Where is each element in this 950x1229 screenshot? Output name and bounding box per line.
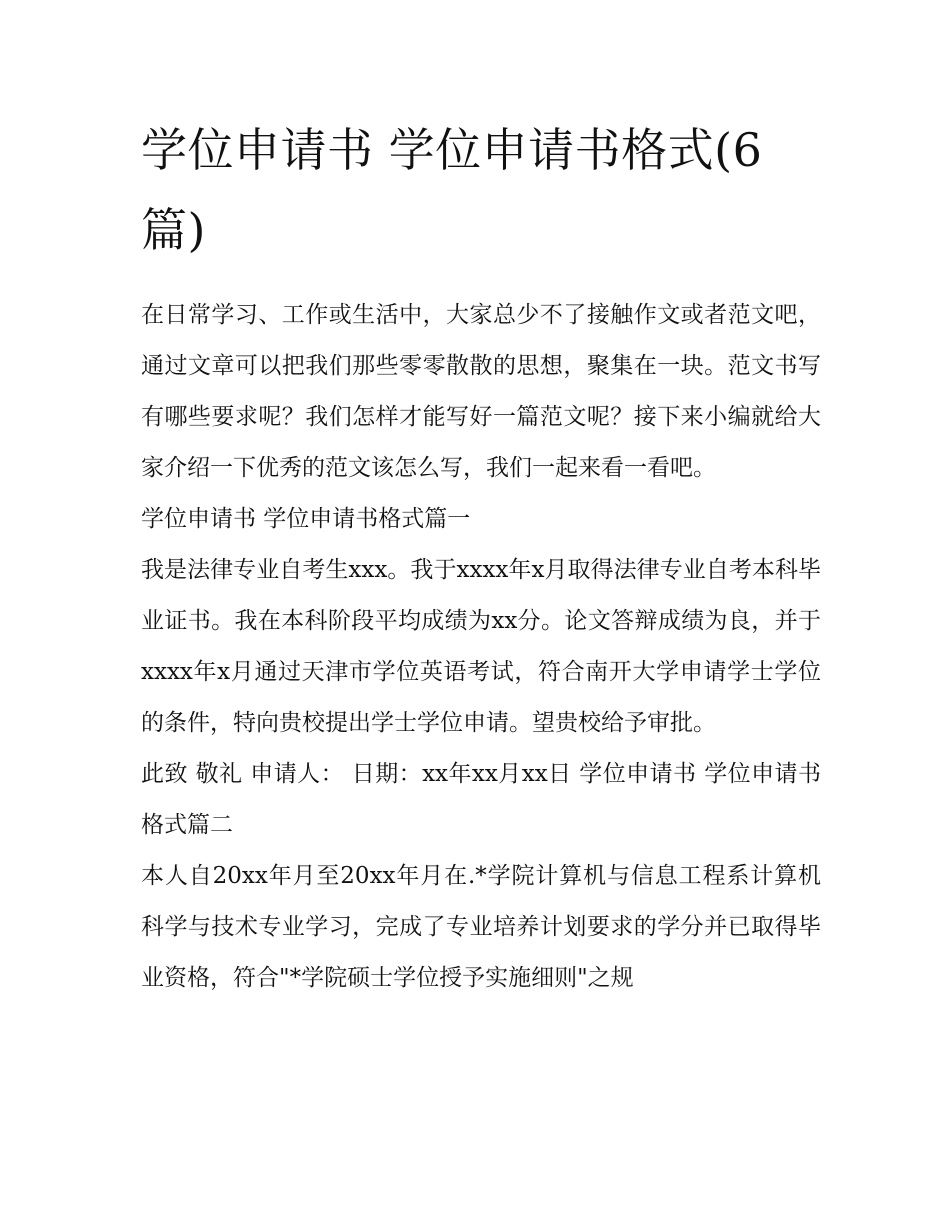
document-title: 学位申请书 学位申请书格式(6篇) — [141, 123, 763, 257]
section-1-closing: 此致 敬礼 申请人： 日期：xx年xx月xx日 学位申请书 学位申请书格式篇二 — [141, 761, 821, 838]
section-heading-1: 学位申请书 学位申请书格式篇一 — [141, 506, 471, 532]
document-page — [141, 110, 821, 1004]
section-1-paragraph: 我是法律专业自考生xxx。我于xxxx年x月取得法律专业自考本科毕业证书。我在本科阶段平均成绩为xx分。论文答辩成绩为良，并于xxxx年x月通过天津市学位英语考试，符合南开大学申请学士学位的条件，特向贵校提出学士学位申请。望贵校给予审批。 — [141, 557, 821, 736]
intro-paragraph: 在日常学习、工作或生活中，大家总少不了接触作文或者范文吧，通过文章可以把我们那些零零散散的思想，聚集在一块。范文书写有哪些要求呢？我们怎样才能写好一篇范文呢？接下来小编就给大家介绍一下优秀的范文该怎么写，我们一起来看一看吧。 — [141, 302, 821, 481]
section-2-paragraph: 本人自20xx年月至20xx年月在.*学院计算机与信息工程系计算机科学与技术专业学习，完成了专业培养计划要求的学分并已取得毕业资格，符合"*学院硕士学位授予实施细则"之规 — [141, 863, 821, 991]
